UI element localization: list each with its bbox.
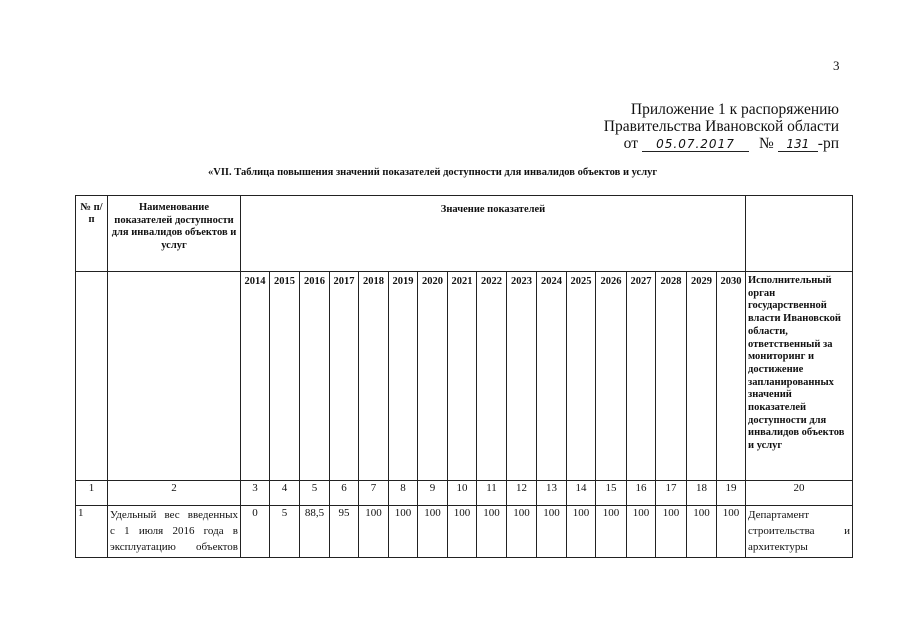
row-name — [108, 506, 241, 558]
number-suffix: -рп — [817, 135, 839, 152]
index-cell: 8 — [389, 481, 418, 506]
value-cell: 95 — [330, 506, 359, 558]
index-cell: 15 — [596, 481, 627, 506]
index-cell: 10 — [448, 481, 477, 506]
year-cell: 2014 — [241, 272, 270, 481]
indicators-table — [75, 195, 853, 558]
year-cell: 2029 — [687, 272, 717, 481]
index-cell: 12 — [507, 481, 537, 506]
index-cell: 13 — [537, 481, 567, 506]
index-cell: 7 — [359, 481, 389, 506]
index-cell: 16 — [627, 481, 656, 506]
index-row — [76, 481, 853, 506]
value-cell: 100 — [656, 506, 687, 558]
year-cell: 2028 — [656, 272, 687, 481]
year-cell: 2022 — [477, 272, 507, 481]
year-cell: 2026 — [596, 272, 627, 481]
value-cell: 100 — [418, 506, 448, 558]
index-cell: 17 — [656, 481, 687, 506]
row-executor-line: Департамент — [748, 509, 810, 521]
value-cell: 100 — [507, 506, 537, 558]
row-executor — [746, 506, 853, 558]
row-executor-line: архитектуры — [748, 541, 808, 553]
index-cell: 19 — [717, 481, 746, 506]
index-cell: 18 — [687, 481, 717, 506]
value-cell: 100 — [448, 506, 477, 558]
appendix-header — [604, 101, 839, 152]
year-cell: 2019 — [389, 272, 418, 481]
year-cell: 2020 — [418, 272, 448, 481]
row-name-line: с 1 июля 2016 года в — [110, 525, 238, 537]
value-cell: 88,5 — [300, 506, 330, 558]
row-name-line: Удельный вес введенных — [110, 509, 238, 521]
number-prefix: № — [758, 135, 774, 152]
year-cell: 2017 — [330, 272, 359, 481]
row-executor-word: и — [844, 525, 850, 537]
header-values: Значение показателей — [241, 196, 746, 272]
row-executor-line — [748, 523, 850, 539]
header-executor: Исполнительный орган государственной власти Ивановской области, ответственный за мониторинг и достижение запланированных значений показателей доступности для инвалидов объектов и услуг — [746, 272, 853, 481]
appendix-line-1: Приложение 1 к распоряжению — [630, 101, 839, 118]
appendix-line-2: Правительства Ивановской области — [603, 118, 839, 135]
row-no: 1 — [76, 506, 108, 558]
index-cell: 9 — [418, 481, 448, 506]
row-executor-word: строительства — [748, 525, 815, 537]
appendix-date-line — [604, 135, 839, 152]
year-cell: 2015 — [270, 272, 300, 481]
year-cell: 2024 — [537, 272, 567, 481]
index-cell: 20 — [746, 481, 853, 506]
year-cell: 2027 — [627, 272, 656, 481]
index-cell: 4 — [270, 481, 300, 506]
years-empty-no — [76, 272, 108, 481]
years-empty-name — [108, 272, 241, 481]
year-cell: 2025 — [567, 272, 596, 481]
year-cell: 2016 — [300, 272, 330, 481]
value-cell: 100 — [717, 506, 746, 558]
value-cell: 0 — [241, 506, 270, 558]
index-cell: 1 — [76, 481, 108, 506]
table-title: «VII. Таблица повышения значений показателей доступности для инвалидов объектов и услуг — [208, 167, 658, 178]
value-cell: 100 — [596, 506, 627, 558]
index-cell: 2 — [108, 481, 241, 506]
index-cell: 3 — [241, 481, 270, 506]
number-value: 131 — [778, 137, 818, 152]
date-value: 05.07.2017 — [642, 137, 749, 152]
date-prefix: от — [623, 135, 638, 152]
table-row — [76, 506, 853, 558]
value-cell: 100 — [627, 506, 656, 558]
header-name: Наименование показателей доступности для инвалидов объектов и услуг — [108, 196, 241, 272]
value-cell: 100 — [389, 506, 418, 558]
year-cell: 2018 — [359, 272, 389, 481]
value-cell: 100 — [687, 506, 717, 558]
value-cell: 100 — [567, 506, 596, 558]
index-cell: 11 — [477, 481, 507, 506]
year-cell: 2030 — [717, 272, 746, 481]
index-cell: 6 — [330, 481, 359, 506]
header-row — [76, 196, 853, 272]
index-cell: 14 — [567, 481, 596, 506]
header-empty — [746, 196, 853, 272]
year-cell: 2023 — [507, 272, 537, 481]
value-cell: 5 — [270, 506, 300, 558]
index-cell: 5 — [300, 481, 330, 506]
year-cell: 2021 — [448, 272, 477, 481]
header-no: № п/п — [76, 196, 108, 272]
years-row — [76, 272, 853, 481]
value-cell: 100 — [537, 506, 567, 558]
value-cell: 100 — [359, 506, 389, 558]
row-name-line: эксплуатацию объектов — [110, 541, 238, 553]
value-cell: 100 — [477, 506, 507, 558]
page-number: 3 — [833, 58, 840, 73]
